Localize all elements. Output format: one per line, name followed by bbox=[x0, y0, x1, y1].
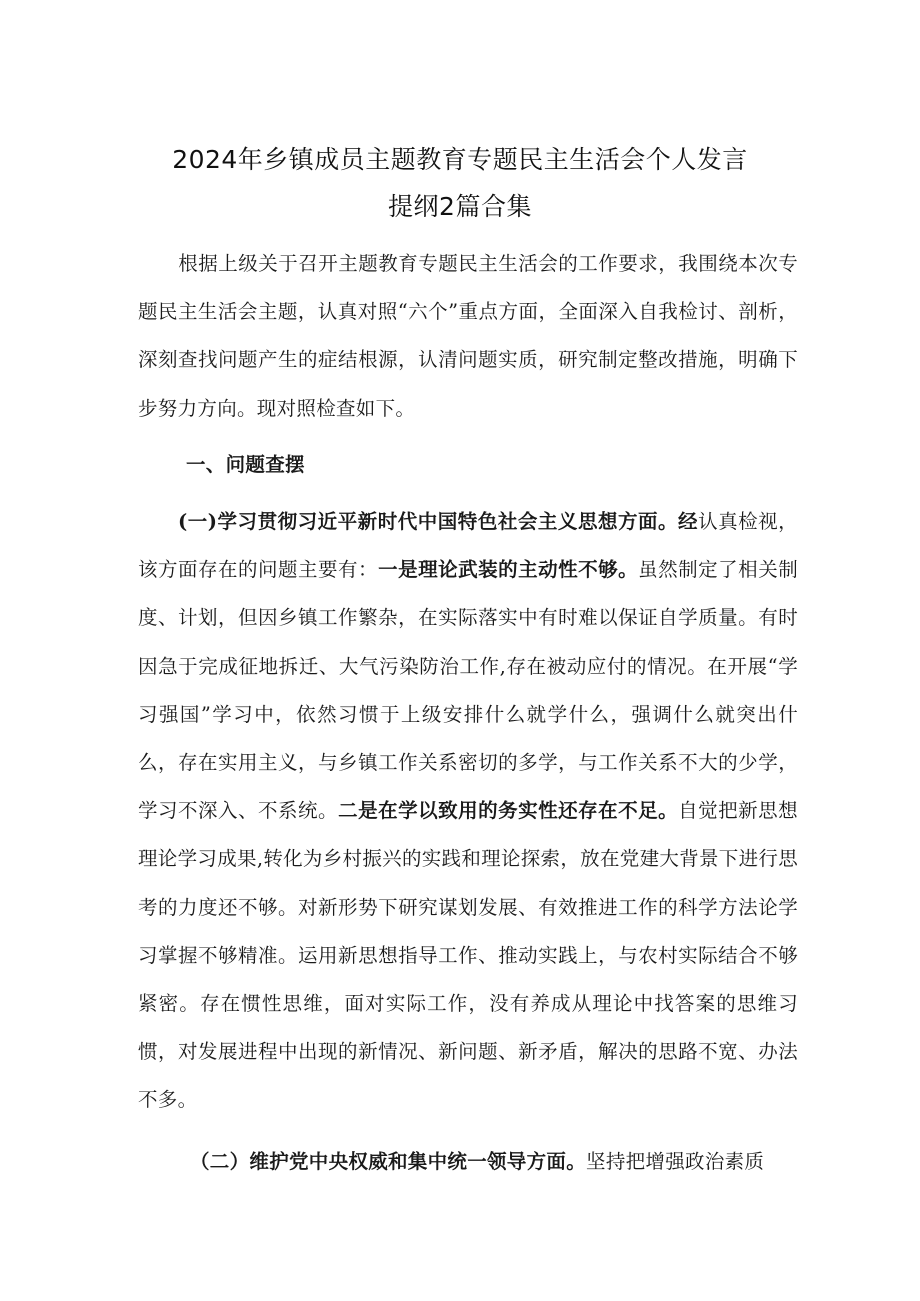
section-1-subheading: (一)学习贯彻习近平新时代中国特色社会主义思想方面。经 bbox=[178, 510, 699, 533]
section-heading: 一、问题查摆 bbox=[186, 453, 305, 476]
section-1-point-1: 一是理论武装的主动性不够。 bbox=[378, 558, 639, 582]
section-1-text-3: 自觉把新思想理论学习成果,转化为乡村振兴的实践和理论探索，放在党建大背景下进行思考的力度还不够。对新形势下研究谋划发展、有效推进工作的科学方法论学习掌握不够精准。运用新思想指导工作、推动实践上，与农村实际结合不够紧密。存在惯性思维，面对实际工作，没有养成从理论中找答案的思维习惯，对发展进程中出现的新情况、新问题、新矛盾，解决的思路不宽、办法不多。 bbox=[138, 799, 798, 1112]
section-1-paragraph bbox=[138, 498, 798, 1125]
document-title-line-1: 2024年乡镇成员主题教育专题民主生活会个人发言 bbox=[172, 145, 748, 174]
intro-paragraph bbox=[138, 240, 798, 433]
document-title-line-2: 提纲2篇合集 bbox=[388, 192, 532, 221]
section-1-point-2: 二是在学以致用的务实性还存在不足。 bbox=[338, 799, 679, 823]
section-1-text-1: 认真检视，该方面存在的问题主要有： bbox=[138, 510, 798, 582]
section-2-subheading: （二）维护党中央权威和集中统一领导方面。 bbox=[190, 1150, 587, 1173]
section-2-paragraph bbox=[138, 1138, 798, 1186]
intro-text: 根据上级关于召开主题教育专题民主生活会的工作要求，我围绕本次专题民主生活会主题，认真对照“六个”重点方面，全面深入自我检讨、剖析，深刻查找问题产生的症结根源，认清问题实质，研究制定整改措施，明确下步努力方向。现对照检查如下。 bbox=[138, 252, 798, 420]
section-1-text-2: 虽然制定了相关制度、计划，但因乡镇工作繁杂，在实际落实中有时难以保证自学质量。有时因急于完成征地拆迁、大气污染防治工作,存在被动应付的情况。在开展“学习强国”学习中，依然习惯于上级安排什么就学什么，强调什么就突出什么，存在实用主义，与乡镇工作关系密切的多学，与工作关系不大的少学，学习不深入、不系统。 bbox=[138, 558, 798, 823]
section-2-text-1: 坚持把增强政治素质 bbox=[586, 1150, 765, 1173]
